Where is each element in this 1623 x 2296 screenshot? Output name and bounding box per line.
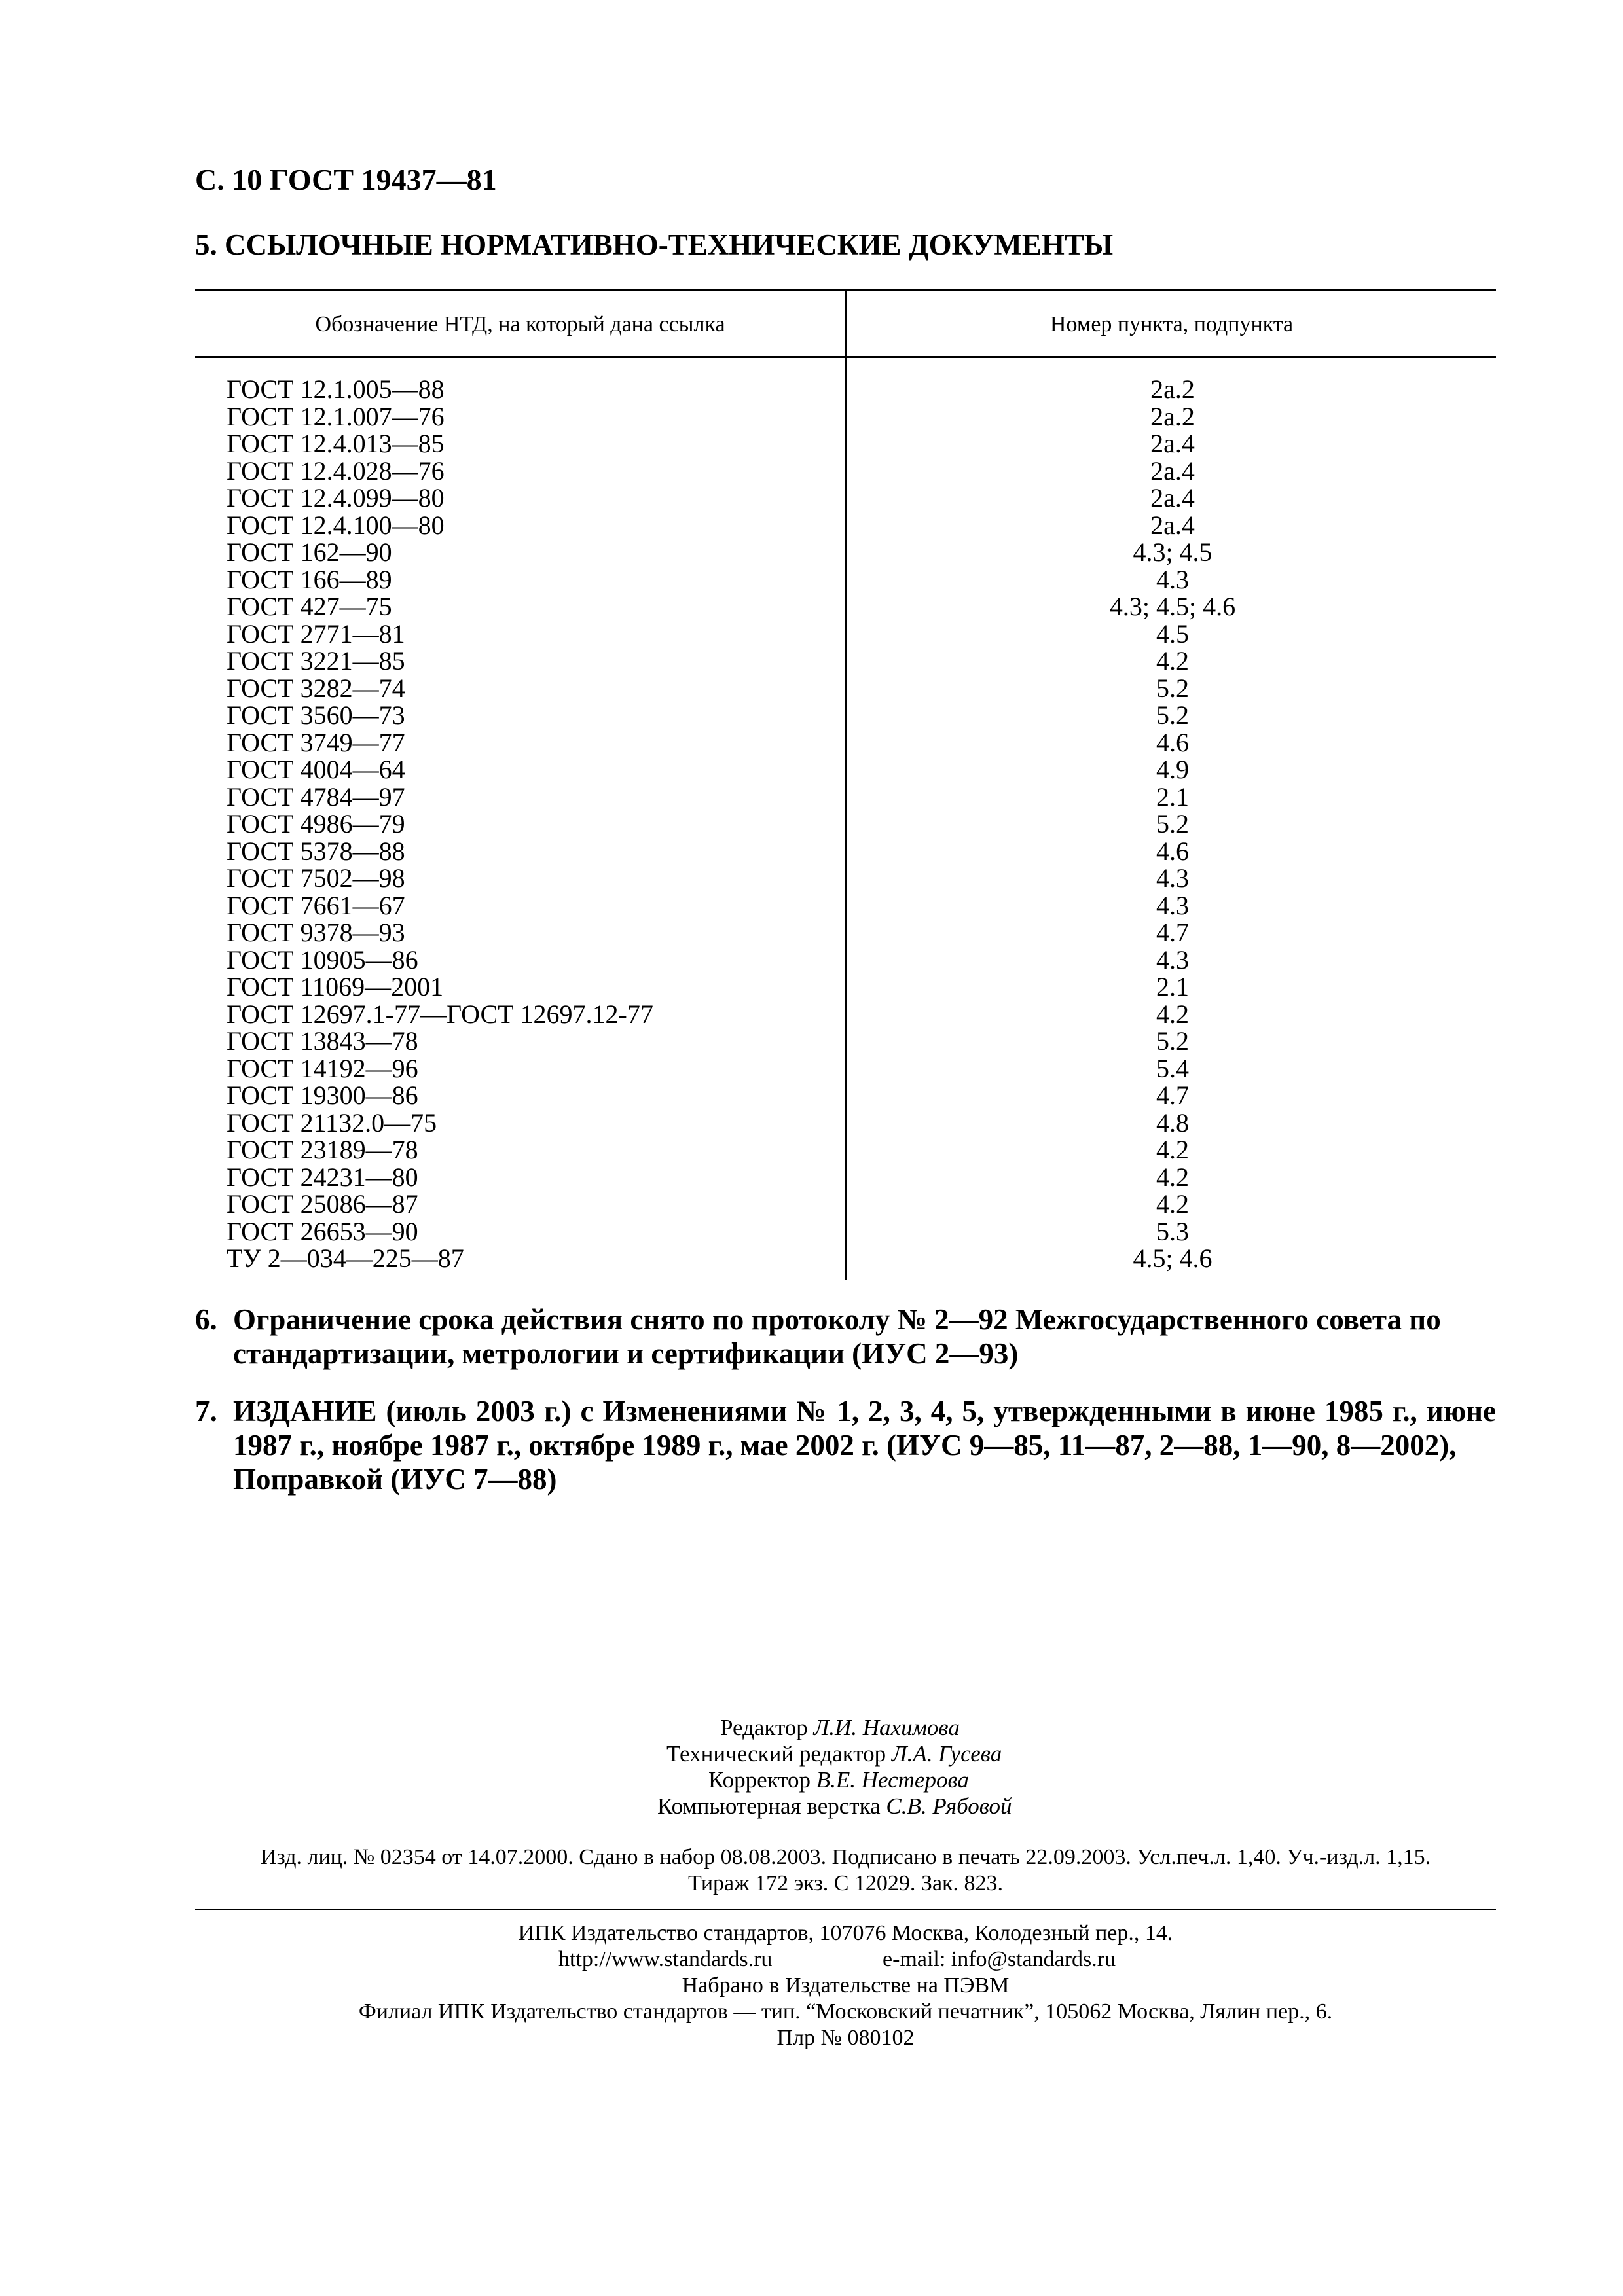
table-row	[195, 1136, 1496, 1164]
footer-contacts	[195, 1946, 1496, 1973]
section-7-line-2: 1987 г., ноябре 1987 г., октябре 1989 г., мае 2002 г. (ИУС 9—85, 11—87, 2—88, 1—90, 8—2002),	[233, 1429, 1457, 1462]
document-designation: ГОСТ 9378—93	[227, 918, 405, 947]
document-designation: ГОСТ 166—89	[227, 564, 392, 594]
publisher-footer	[195, 1920, 1496, 2051]
table-row	[195, 376, 1496, 403]
credit-tech-editor	[666, 1741, 1002, 1767]
column-header-point: Номер пункта, подпункта	[1049, 312, 1294, 336]
table-row	[195, 457, 1496, 485]
table-row	[195, 892, 1496, 920]
table-row	[195, 512, 1496, 539]
footer-branch: Филиал ИПК Издательство стандартов — тип. “Московский печатник”, 105062 Москва, Лялин пер., 6.	[358, 2000, 1333, 2024]
point-number: 4.2	[1156, 999, 1189, 1029]
editor-name: Л.И. Нахимова	[813, 1715, 960, 1740]
point-number: 2а.4	[1150, 483, 1195, 512]
table-row	[195, 1055, 1496, 1083]
point-number: 4.6	[1156, 836, 1189, 866]
point-number: 4.2	[1156, 1162, 1189, 1192]
document-designation: ГОСТ 427—75	[227, 592, 392, 621]
document-designation: ГОСТ 7661—67	[227, 890, 405, 920]
column-header-document: Обозначение НТД, на который дана ссылка	[315, 312, 725, 336]
section-5-title: 5. ССЫЛОЧНЫЕ НОРМАТИВНО-ТЕХНИЧЕСКИЕ ДОКУМЕНТЫ	[195, 228, 1114, 261]
table-row	[195, 702, 1496, 729]
point-number: 5.4	[1156, 1053, 1189, 1083]
point-number: 2а.4	[1150, 510, 1195, 540]
document-designation: ГОСТ 7502—98	[227, 863, 405, 893]
document-designation: ГОСТ 3221—85	[227, 646, 405, 675]
point-number: 5.2	[1156, 673, 1189, 703]
document-designation: ГОСТ 21132.0—75	[227, 1107, 437, 1138]
point-number: 5.2	[1156, 700, 1189, 730]
point-number: 4.2	[1156, 646, 1189, 675]
point-number: 5.3	[1156, 1216, 1189, 1246]
point-number: 2а.4	[1150, 456, 1195, 486]
point-number: 4.2	[1156, 1189, 1189, 1219]
table-row	[195, 484, 1496, 512]
table-row	[195, 783, 1496, 811]
document-designation: ГОСТ 11069—2001	[227, 972, 444, 1001]
point-number: 4.2	[1156, 1135, 1189, 1164]
point-number: 4.3; 4.5	[1133, 537, 1213, 567]
section-7-line-1: ИЗДАНИЕ (июль 2003 г.) с Изменениями № 1, 2, 3, 4, 5, утвержденными в июне 1985 г., июне	[233, 1395, 1496, 1427]
publication-info-line-2: Тираж 172 экз. С 12029. Зак. 823.	[687, 1871, 1004, 1895]
document-designation: ГОСТ 25086—87	[227, 1189, 418, 1219]
page-header: С. 10 ГОСТ 19437—81	[195, 163, 497, 196]
document-designation: ГОСТ 10905—86	[227, 944, 418, 975]
document-designation: ГОСТ 12.1.005—88	[227, 374, 445, 404]
document-designation: ТУ 2—034—225—87	[227, 1244, 464, 1273]
credit-layout	[657, 1793, 1012, 1820]
tech-editor-name: Л.А. Гусева	[891, 1741, 1002, 1767]
publication-info	[195, 1844, 1496, 1897]
section-6	[195, 1302, 1496, 1371]
document-designation: ГОСТ 12.4.099—80	[227, 483, 445, 512]
point-number: 5.2	[1156, 809, 1189, 838]
references-table	[195, 289, 1496, 1280]
section-7-line-3: Поправкой (ИУС 7—88)	[233, 1463, 557, 1496]
table-row	[195, 1109, 1496, 1137]
table-row	[195, 1245, 1496, 1272]
section-6-line-1: Ограничение срока действия снято по протоколу № 2—92 Межгосударственного совета по	[233, 1303, 1441, 1336]
table-row	[195, 973, 1496, 1001]
credit-corrector	[708, 1767, 969, 1793]
document-designation: ГОСТ 14192—96	[227, 1053, 418, 1083]
footer-license: Плр № 080102	[776, 2026, 915, 2050]
point-number: 2а.4	[1150, 429, 1195, 458]
table-row	[195, 810, 1496, 838]
point-number: 4.3	[1156, 890, 1189, 920]
document-designation: ГОСТ 12.1.007—76	[227, 401, 445, 431]
point-number: 4.7	[1156, 1081, 1189, 1110]
point-number: 4.6	[1156, 727, 1189, 757]
point-number: 2а.2	[1150, 401, 1195, 431]
table-row	[195, 1218, 1496, 1246]
corrector-role: Корректор	[708, 1767, 811, 1793]
table-row	[195, 838, 1496, 865]
point-number: 2.1	[1156, 972, 1189, 1001]
point-number: 2.1	[1156, 781, 1189, 812]
footer-address: ИПК Издательство стандартов, 107076 Москва, Колодезный пер., 14.	[518, 1921, 1173, 1945]
point-number: 5.2	[1156, 1026, 1189, 1056]
table-row	[195, 1191, 1496, 1218]
publication-info-line-1: Изд. лиц. № 02354 от 14.07.2000. Сдано в набор 08.08.2003. Подписано в печать 22.09.2003. Усл.печ.л. 1,40. Уч.-изд.л. 1,15.	[260, 1845, 1431, 1869]
document-designation: ГОСТ 26653—90	[227, 1216, 418, 1246]
table-row	[195, 1028, 1496, 1055]
point-number: 4.5; 4.6	[1133, 1244, 1213, 1273]
point-number: 4.3	[1156, 944, 1189, 975]
table-row	[195, 566, 1496, 594]
section-6-line-2: стандартизации, метрологии и сертификации (ИУС 2—93)	[233, 1337, 1019, 1370]
layout-role: Компьютерная верстка	[657, 1793, 881, 1819]
document-designation: ГОСТ 3560—73	[227, 700, 405, 730]
document-designation: ГОСТ 4004—64	[227, 755, 405, 784]
document-designation: ГОСТ 24231—80	[227, 1162, 418, 1192]
document-designation: ГОСТ 23189—78	[227, 1135, 418, 1164]
point-number: 4.3; 4.5; 4.6	[1109, 592, 1236, 621]
corrector-name: В.Е. Нестерова	[816, 1767, 969, 1793]
table-body	[195, 376, 1496, 1272]
credit-editor	[720, 1715, 960, 1741]
document-designation: ГОСТ 12.4.100—80	[227, 510, 445, 540]
table-row	[195, 647, 1496, 675]
document-designation: ГОСТ 12697.1-77—ГОСТ 12697.12-77	[227, 999, 653, 1029]
table-row	[195, 919, 1496, 946]
editor-role: Редактор	[720, 1715, 808, 1740]
table-row	[195, 756, 1496, 783]
section-7-number: 7.	[195, 1395, 217, 1427]
table-row	[195, 539, 1496, 566]
layout-name: С.В. Рябовой	[886, 1793, 1012, 1819]
table-row	[195, 593, 1496, 620]
document-designation: ГОСТ 5378—88	[227, 836, 405, 866]
document-designation: ГОСТ 13843—78	[227, 1026, 418, 1056]
document-designation: ГОСТ 2771—81	[227, 619, 405, 649]
table-row	[195, 1082, 1496, 1109]
footer-website-link[interactable]: http://www.standards.ru	[558, 1947, 773, 1971]
footer-rule	[195, 1909, 1496, 1910]
table-row	[195, 1164, 1496, 1191]
table-row	[195, 1001, 1496, 1028]
document-designation: ГОСТ 12.4.013—85	[227, 429, 445, 458]
table-row	[195, 430, 1496, 457]
document-designation: ГОСТ 3282—74	[227, 673, 405, 703]
footer-typeset-note: Набрано в Издательстве на ПЭВМ	[682, 1973, 1010, 1998]
section-7	[195, 1394, 1496, 1496]
table-row	[195, 729, 1496, 757]
document-designation: ГОСТ 4986—79	[227, 809, 405, 838]
point-number: 4.8	[1156, 1107, 1189, 1138]
document-designation: ГОСТ 3749—77	[227, 727, 405, 757]
point-number: 2а.2	[1150, 374, 1195, 404]
footer-email-link[interactable]: e-mail: info@standards.ru	[883, 1947, 1116, 1971]
table-row	[195, 865, 1496, 892]
document-designation: ГОСТ 4784—97	[227, 781, 405, 812]
point-number: 4.7	[1156, 918, 1189, 947]
table-row	[195, 675, 1496, 702]
table-row	[195, 620, 1496, 648]
document-designation: ГОСТ 19300—86	[227, 1081, 418, 1110]
document-designation: ГОСТ 12.4.028—76	[227, 456, 445, 486]
tech-editor-role: Технический редактор	[666, 1741, 886, 1767]
document-designation: ГОСТ 162—90	[227, 537, 392, 567]
table-row	[195, 946, 1496, 974]
point-number: 4.5	[1156, 619, 1189, 649]
point-number: 4.9	[1156, 755, 1189, 784]
table-row	[195, 403, 1496, 431]
section-6-number: 6.	[195, 1303, 217, 1336]
point-number: 4.3	[1156, 564, 1189, 594]
point-number: 4.3	[1156, 863, 1189, 893]
